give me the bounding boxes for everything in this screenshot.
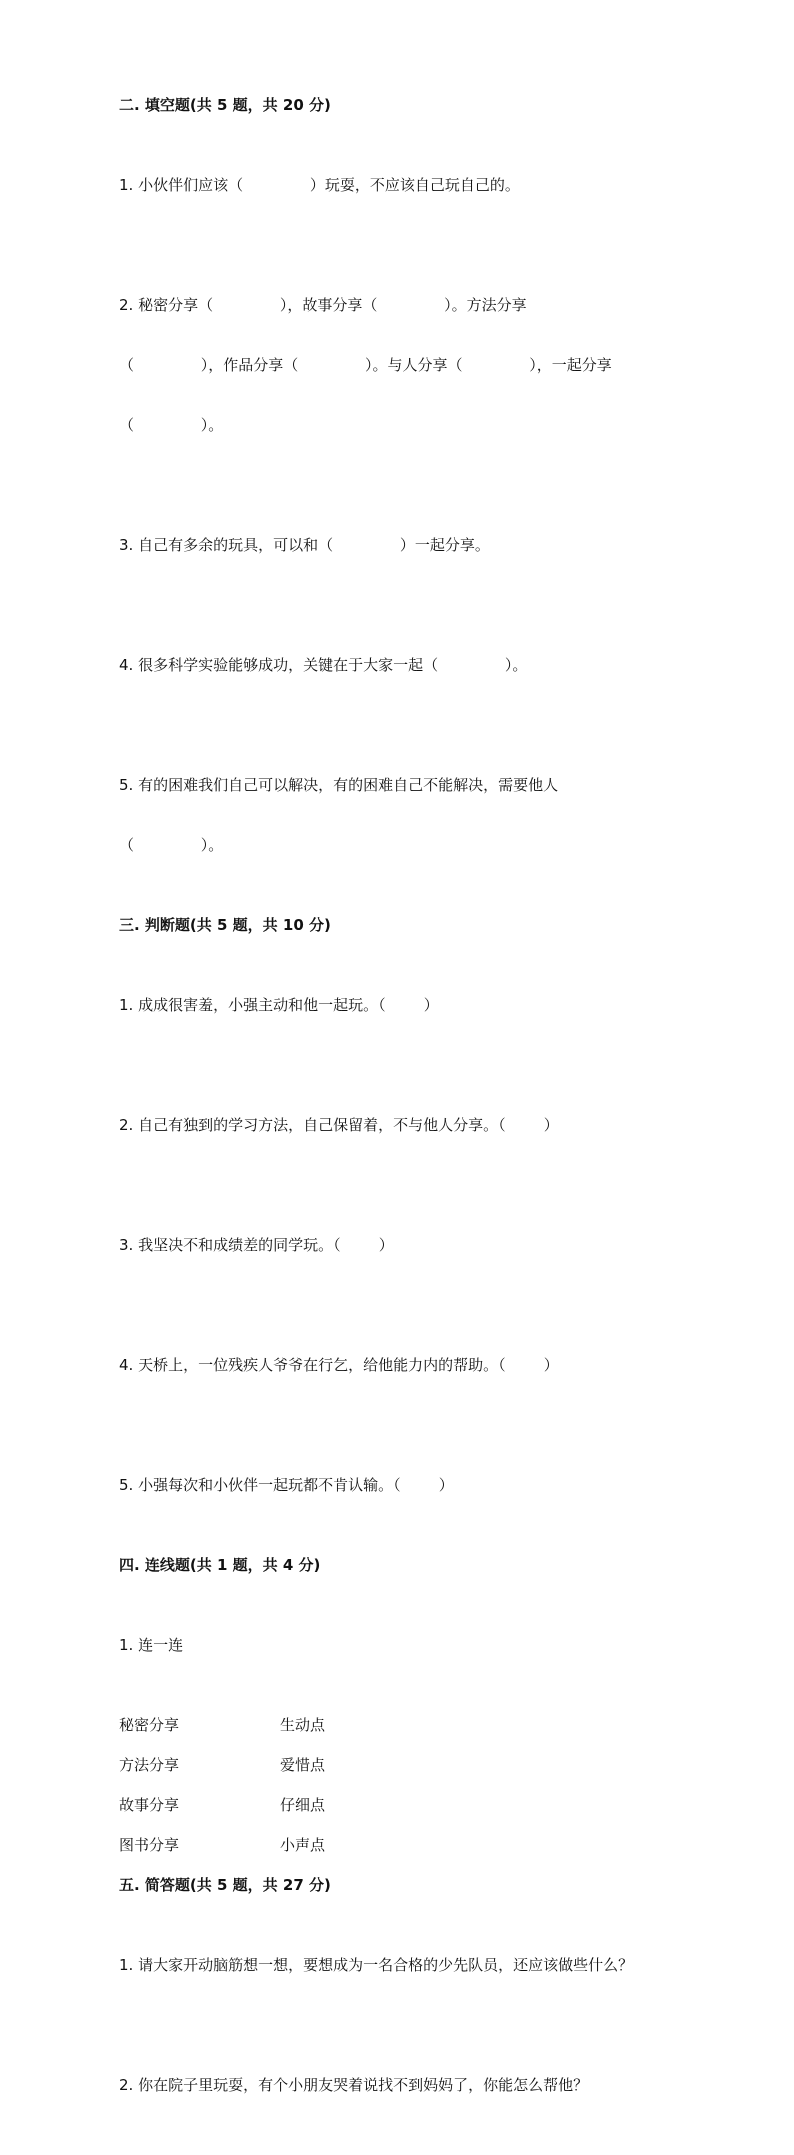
question-text: 3. 我坚决不和成绩差的同学玩。（ ） xyxy=(119,1236,394,1254)
question-text: 1. 小伙伴们应该（ ）玩耍，不应该自己玩自己的。 xyxy=(119,176,520,194)
question-text: （ ），作品分享（ ）。与人分享（ ），一起分享 xyxy=(119,356,612,374)
question-item xyxy=(119,955,679,1055)
question-item xyxy=(119,2035,679,2135)
question-item xyxy=(119,1435,679,1535)
section-short-answer xyxy=(119,1875,679,2135)
question-item xyxy=(119,1315,679,1415)
question-item xyxy=(119,135,679,235)
question-text: 5. 有的困难我们自己可以解决，有的困难自己不能解决，需要他人 xyxy=(119,776,559,794)
match-row xyxy=(119,1715,679,1735)
question-item xyxy=(119,255,679,475)
exam-page xyxy=(119,95,679,2155)
section-title: 二. 填空题(共 5 题，共 20 分) xyxy=(119,96,331,114)
match-left-item: 秘密分享 xyxy=(119,1716,180,1734)
section-true-false xyxy=(119,915,679,1535)
question-item xyxy=(119,735,679,895)
question-text: 4. 天桥上，一位残疾人爷爷在行乞，给他能力内的帮助。（ ） xyxy=(119,1356,559,1374)
match-left-item: 故事分享 xyxy=(119,1796,180,1814)
question-item xyxy=(119,1595,679,1695)
question-text: （ ）。 xyxy=(119,416,224,434)
question-text: 3. 自己有多余的玩具，可以和（ ）一起分享。 xyxy=(119,536,490,554)
match-right-item: 生动点 xyxy=(280,1716,326,1734)
section-title: 三. 判断题(共 5 题，共 10 分) xyxy=(119,916,331,934)
question-item xyxy=(119,1075,679,1175)
match-row xyxy=(119,1755,679,1775)
match-row xyxy=(119,1835,679,1855)
question-item xyxy=(119,1195,679,1295)
match-left-item: 图书分享 xyxy=(119,1836,180,1854)
question-text: （ ）。 xyxy=(119,836,224,854)
match-right-item: 仔细点 xyxy=(280,1796,326,1814)
question-text: 2. 秘密分享（ ），故事分享（ ）。方法分享 xyxy=(119,296,527,314)
question-item xyxy=(119,1915,679,2015)
match-right-item: 小声点 xyxy=(280,1836,326,1854)
match-left-item: 方法分享 xyxy=(119,1756,180,1774)
section-title: 五. 简答题(共 5 题，共 27 分) xyxy=(119,1876,331,1894)
question-text: 1. 成成很害羞，小强主动和他一起玩。（ ） xyxy=(119,996,439,1014)
section-fill-in xyxy=(119,95,679,895)
question-item xyxy=(119,495,679,595)
match-right-item: 爱惜点 xyxy=(280,1756,326,1774)
question-text: 1. 连一连 xyxy=(119,1636,184,1654)
section-title: 四. 连线题(共 1 题，共 4 分) xyxy=(119,1556,321,1574)
question-text: 1. 请大家开动脑筋想一想，要想成为一名合格的少先队员，还应该做些什么？ xyxy=(119,1956,634,1974)
question-item xyxy=(119,615,679,715)
match-row xyxy=(119,1795,679,1815)
question-text: 5. 小强每次和小伙伴一起玩都不肯认输。（ ） xyxy=(119,1476,454,1494)
question-text: 2. 你在院子里玩耍，有个小朋友哭着说找不到妈妈了，你能怎么帮他？ xyxy=(119,2076,589,2094)
question-text: 4. 很多科学实验能够成功，关键在于大家一起（ ）。 xyxy=(119,656,528,674)
question-text: 2. 自己有独到的学习方法，自己保留着，不与他人分享。（ ） xyxy=(119,1116,559,1134)
section-matching xyxy=(119,1555,679,1855)
